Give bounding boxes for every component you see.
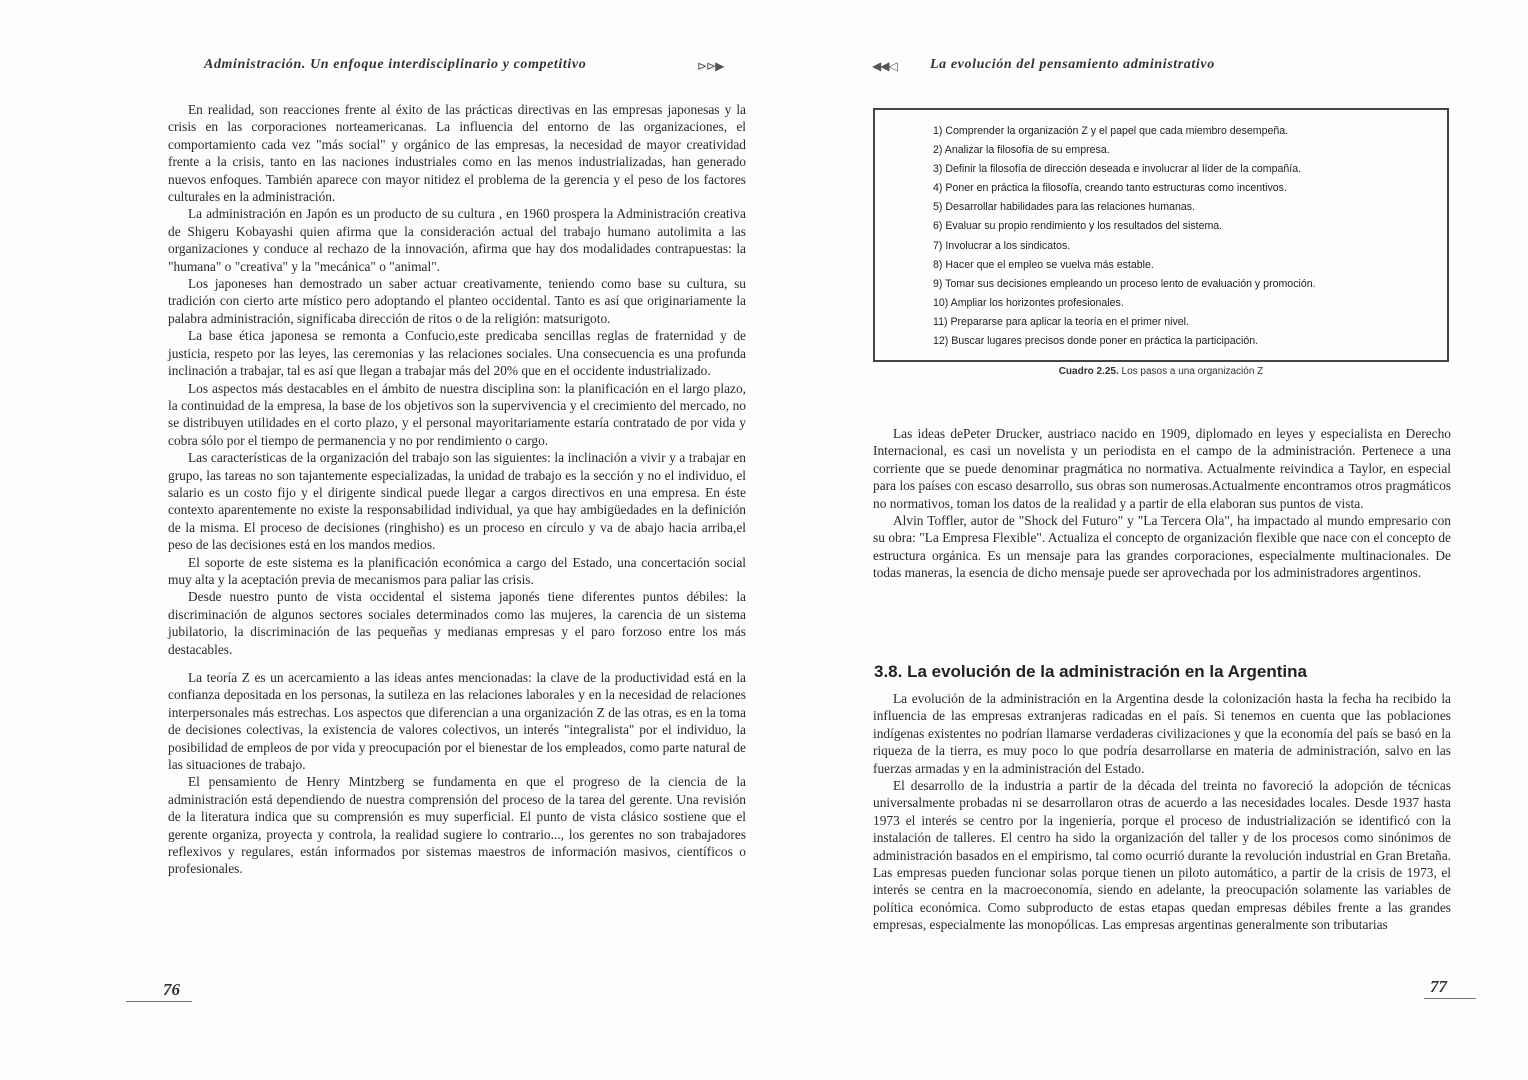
paragraph: La administración en Japón es un producto de su cultura , en 1960 prospera la Administración creativa de Shigeru Kobayashi quien afirma que la consideración actual del trabajo humano autolimita a las organizaciones y conduce al rechazo de la innovación, afirma que hay dos modalidades contrapuestas: la "humana" o "creativa" y la "mecánica" o "animal". (168, 206, 746, 274)
page-number-right: 77 (1430, 977, 1447, 996)
paragraph: Las características de la organización del trabajo son las siguientes: la inclinación a vivir y a trabajar en grupo, las tareas no son tajantemente especializadas, la unidad de trabajo es la sección y no el individuo, el salario es un costo fijo y el dirigente sindical puede llegar a cargos directivos en una empresa. En éste contexto aparentemente no existe la responsabilidad individual, ya que hay ambigüedades en la definición de la misma. El proceso de decisiones (ringhisho) es un proceso en círculo y va de abajo hacia arriba,el peso de las decisiones está en los mandos medios. (168, 450, 746, 553)
step-item: 11) Prepararse para aplicar la teoría en el primer nivel. (933, 315, 1189, 328)
box-caption (873, 366, 1449, 377)
step-item: 2) Analizar la filosofía de su empresa. (933, 144, 1110, 157)
step-item: 12) Buscar lugares precisos donde poner en práctica la participación. (933, 335, 1259, 348)
paragraph: La evolución de la administración en la Argentina desde la colonización hasta la fecha ha recibido la influencia de las empresas extranjeras radicadas en el país. Si tenemos en cuenta que las poblaciones indígenas existentes no podrían llamarse verdaderas civilizaciones y que la economía del país se basó en la riqueza de la tierra, es muy poco lo que podría desarrollarse en materia de administración, salvo en las fuerzas armadas y en la administración del Estado. (873, 691, 1451, 776)
step-item: 6) Evaluar su propio rendimiento y los resultados del sistema. (933, 220, 1223, 233)
step-item: 8) Hacer que el empleo se vuelva más estable. (933, 258, 1154, 271)
caption-text: Los pasos a una organización Z (1121, 366, 1264, 377)
section-body-text (873, 690, 1451, 934)
right-running-head: La evolución del pensamiento administrativo (930, 57, 1215, 72)
step-item: 5) Desarrollar habilidades para las relaciones humanas. (933, 201, 1196, 214)
step-item: 10) Ampliar los horizontes profesionales. (933, 296, 1124, 309)
footer-rule-right (1424, 998, 1476, 999)
paragraph: Alvin Toffler, autor de "Shock del Futuro" y "La Tercera Ola", ha impactado al mundo empresario con su obra: "La Empresa Flexible". Actualiza el concepto de organización flexible que nace con el concepto de estructura orgánica. Es un mensaje para las grandes corporaciones, especialmente multinacionales. De todas maneras, la esencia de dicho mensaje puede ser aprovechada por los administradores argentinos. (873, 513, 1451, 581)
step-item: 7) Involucrar a los sindicatos. (933, 239, 1071, 252)
caption-label: Cuadro 2.25. (1058, 366, 1119, 377)
step-item: 4) Poner en práctica la filosofía, creando tanto estructuras como incentivos. (933, 182, 1287, 195)
paragraph: En realidad, son reacciones frente al éxito de las prácticas directivas en las empresas japonesas y la crisis en las corporaciones norteamericanas. La influencia del entorno de las organizaciones, el comportamiento cada vez "más social" y orgánico de las empresas, la necesidad de mayor creatividad frente a la crisis, tanto en las naciones industriales como en las menos industrializadas, han generado nuevos enfoques. También aparece con mayor nitidez el problema de la gerencia y el peso de los factores culturales en la administración. (168, 102, 746, 205)
right-body-text (873, 425, 1451, 582)
paragraph: Los japoneses han demostrado un saber actuar creativamente, teniendo como base su cultura, su tradición con cierto arte místico pero adoptando el planteo occidental. Tanto es así que originariamente la palabra administración, significaba dirección de ritos o de la religión: matsurigoto. (168, 276, 746, 326)
paragraph: El desarrollo de la industria a partir de la década del treinta no favoreció la adopción de técnicas universalmente probadas ni se desarrollaron otras de acuerdo a las necesidades locales. Desde 1937 hasta 1973 el interés se centro por la ingeniería, porque el proceso de industrialización se identificó con la instalación de talleres. El centro ha sido la organización del taller y de los procesos como sinónimos de administración basados en el empirismo, tal como ocurrió durante la revolución industrial en Gran Bretaña. Las empresas pueden funcionar solas porque tienen un piloto automático, a partir de la crisis de 1973, el interés se centra en la macroeconomía, siendo en adelante, la preocupación solamente las variables de política económica. Como subproducto de estas etapas quedan empresas débiles frente a las grandes empresas, especialmente las monopólicas. Las empresas argentinas generalmente son tributarias (873, 778, 1451, 933)
page-number-left: 76 (163, 980, 180, 999)
footer-rule-left (126, 1001, 192, 1002)
section-heading: 3.8. La evolución de la administración en la Argentina (874, 662, 1307, 681)
paragraph: El pensamiento de Henry Mintzberg se fundamenta en que el progreso de la ciencia de la administración está dependiendo de nuestra comprensión del proceso de la tarea del gerente. Una revisión de la literatura indica que su comprensión es muy superficial. El punto de vista clásico sostiene que el gerente organiza, proyecta y controla, la realidad sugiere lo contrario..., los gerentes no son trabajadores reflexivos y regulares, están informados por sistemas maestros de información masivos, científicos o profesionales. (168, 774, 746, 877)
paragraph: La teoría Z es un acercamiento a las ideas antes mencionadas: la clave de la productividad está en la confianza depositada en los personas, la sutileza en las relaciones laborales y en la necesidad de relaciones interpersonales más estrechas. Los aspectos que diferencian a una organización Z de las otras, es en la toma de decisiones colectivas, la existencia de valores colectivos, un interés "integralista" por el individuo, la posibilidad de empleos de por vida y preocupación por el bienestar de los empleados, como parte natural de las situaciones de trabajo. (168, 670, 746, 773)
right-arrows-icon: ⊳⊳▶ (697, 59, 724, 73)
left-running-head: Administración. Un enfoque interdisciplinario y competitivo (204, 57, 587, 72)
paragraph: Las ideas dePeter Drucker, austriaco nacido en 1909, diplomado en leyes y especialista en Derecho Internacional, es casi un novelista y un periodista en el campo de la administración. Pertenece a una corriente que se puede denominar pragmática no normativa. Actualmente reivindica a Taylor, en especial para los países con escaso desarrollo, sus obras son numerosas.Actualmente encontramos otros pragmáticos no normativos, toman los datos de la realidad y a partir de ella elaboran sus puntos de vista. (873, 426, 1451, 511)
paragraph: Desde nuestro punto de vista occidental el sistema japonés tiene diferentes puntos débiles: la discriminación de algunos sectores sociales determinados como las mujeres, la carencia de un sistema jubilatorio, la discriminación de las pequeñas y medianas empresas y el paro forzoso entre los más destacables. (168, 589, 746, 657)
left-arrows-icon: ◀◀◁ (872, 59, 897, 73)
paragraph: La base ética japonesa se remonta a Confucio,este predicaba sencillas reglas de fraternidad y de justicia, respeto por las leyes, las ceremonias y las relaciones sociales. Una consecuencia es una profunda inclinación a trabajar, tal es así que llegan a trabajar más del 20% que en el occidente industrializado. (168, 328, 746, 379)
step-item: 3) Definir la filosofía de dirección deseada e involucrar al líder de la compañía. (933, 163, 1302, 176)
left-body-text (168, 101, 746, 878)
step-item: 9) Tomar sus decisiones empleando un proceso lento de evaluación y promoción. (933, 277, 1316, 290)
paragraph: Los aspectos más destacables en el ámbito de nuestra disciplina son: la planificación en el largo plazo, la continuidad de la empresa, la base de los objetivos son la supervivencia y el crecimiento del mercado, no se distribuyen utilidades en el corto plazo, y el personal mayoritariamente estaría contratado de por vida y cobra sólo por el tiempo de permanencia y no por rendimiento o cargo. (168, 380, 746, 448)
step-item: 1) Comprender la organización Z y el papel que cada miembro desempeña. (933, 125, 1289, 137)
steps-box (873, 108, 1449, 362)
paragraph: El soporte de este sistema es la planificación económica a cargo del Estado, una concertación social muy alta y la aceptación previa de mecanismos para paliar las crisis. (168, 554, 746, 587)
